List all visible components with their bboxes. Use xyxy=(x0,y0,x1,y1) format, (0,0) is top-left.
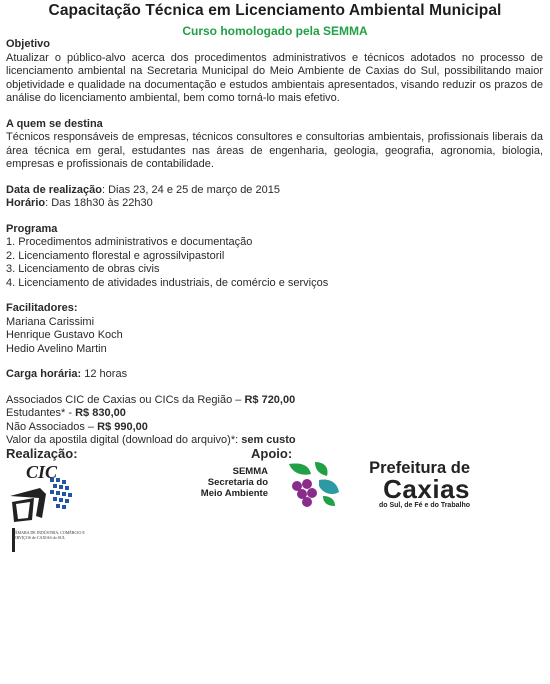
price-label: Não Associados – xyxy=(6,420,98,433)
data-realizacao-value: : Dias 23, 24 e 25 de março de 2015 xyxy=(102,183,280,196)
horario-value: : Das 18h30 às 22h30 xyxy=(45,197,153,209)
price-value: R$ 830,00 xyxy=(75,407,126,419)
price-label: Associados CIC de Caxias ou CICs da Região – xyxy=(6,393,245,406)
publico-text: Técnicos responsáveis de empresas, técnicos consultores e consultorias ambientais, profissionais liberais da área técnica em geral, estudantes nas áreas de engenharia, geologia, geografia, agronomia, biologia, empresas e profissionais de contabilidade. xyxy=(6,131,543,170)
carga-horaria xyxy=(6,368,543,382)
page-subtitle: Curso homologado pela SEMMA xyxy=(182,24,368,38)
apoio-label: Apoio: xyxy=(251,446,293,461)
programa-item: 4. Licenciamento de atividades industriais, de comércio e serviços xyxy=(6,276,329,289)
price-value: sem custo xyxy=(241,434,296,446)
publico-heading: A quem se destina xyxy=(6,117,103,130)
semma-block xyxy=(190,466,268,499)
objetivo-heading: Objetivo xyxy=(6,38,51,50)
programa-item: 1. Procedimentos administrativos e documentação xyxy=(6,236,253,248)
horario-label: Horário xyxy=(6,197,46,209)
data-realizacao xyxy=(6,184,543,198)
realizacao-label: Realização: xyxy=(6,446,78,461)
price-value: R$ 720,00 xyxy=(244,393,296,406)
semma-line: SEMMA xyxy=(232,466,268,477)
semma-line: Secretaria do xyxy=(207,477,268,488)
programa-item: 2. Licenciamento florestal e agrossilvipastoril xyxy=(6,249,225,262)
programa-item: 3. Licenciamento de obras civis xyxy=(6,263,160,275)
price-label: Valor da apostila digital (download do arquivo)*: xyxy=(6,434,242,446)
horario xyxy=(6,197,543,211)
prefeitura-wordmark xyxy=(340,459,470,511)
programa-heading: Programa xyxy=(6,222,58,235)
price-value: R$ 990,00 xyxy=(97,420,148,433)
cic-logo-text: CIC xyxy=(26,462,58,482)
facilitador-name: Mariana Carissimi xyxy=(6,315,95,328)
facilitador-name: Hedio Avelino Martin xyxy=(6,342,107,355)
price-nao-associados xyxy=(6,421,543,435)
price-estudantes xyxy=(6,407,543,421)
cic-logo xyxy=(6,458,88,558)
page-title: Capacitação Técnica em Licenciamento Ambiental Municipal xyxy=(48,2,502,19)
semma-line: Meio Ambiente xyxy=(200,488,268,499)
price-label: Estudantes* - xyxy=(6,407,76,419)
carga-value: 12 horas xyxy=(81,368,128,380)
objetivo-text: Atualizar o público-alvo acerca dos procedimentos administrativos e técnicos adotados no processo de licenciamento ambiental na Secretaria Municipal do Meio Ambiente de Caxias do Sul, possibilitando maior objetividade e qualidade na documentação e estudos ambientais apresentados, visando reduzir os prazos de análise do licenciamento ambiental, bem como torná-lo mais efetivo. xyxy=(6,51,543,104)
flyer-content xyxy=(0,38,550,448)
cic-caption: CÂMARA DE INDÚSTRIA, COMÉRCIO E SERVIÇOS de CAXIAS do SUL xyxy=(12,530,85,540)
prefeitura-emblem-icon xyxy=(285,460,345,508)
carga-label: Carga horária: xyxy=(6,368,82,380)
facilitadores-heading: Facilitadores: xyxy=(6,302,78,314)
facilitador-name: Henrique Gustavo Koch xyxy=(6,329,123,341)
prefeitura-label: Prefeitura de xyxy=(369,459,470,477)
prefeitura-slogan: do Sul, de Fé e do Trabalho xyxy=(378,502,470,509)
prefeitura-city: Caxias xyxy=(383,474,470,504)
data-realizacao-label: Data de realização xyxy=(6,183,102,196)
price-associados xyxy=(6,394,543,408)
